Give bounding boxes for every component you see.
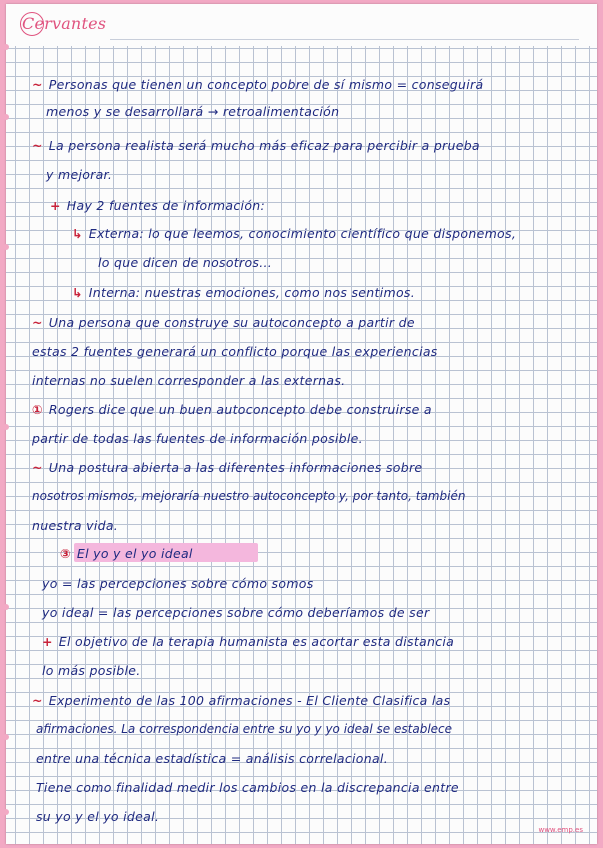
note-line: partir de todas las fuentes de información posible. bbox=[32, 431, 363, 446]
note-line: ~ La persona realista será mucho más eficaz para percibir a prueba bbox=[32, 138, 480, 153]
footer-url: www.emp.es bbox=[538, 826, 583, 834]
note-line: nosotros mismos, mejoraría nuestro autoconcepto y, por tanto, también bbox=[32, 489, 466, 503]
binder-hole-icon bbox=[3, 114, 9, 120]
binder-hole-icon bbox=[3, 734, 9, 740]
brand-logo: Cervantes bbox=[22, 14, 107, 33]
note-line: nuestra vida. bbox=[32, 518, 119, 533]
note-line: internas no suelen corresponder a las externas. bbox=[32, 373, 346, 388]
note-line: lo que dicen de nosotros... bbox=[98, 255, 273, 270]
header-rule bbox=[110, 39, 579, 40]
note-line: ~ Una postura abierta a las diferentes informaciones sobre bbox=[32, 460, 423, 475]
note-line: yo ideal = las percepciones sobre cómo deberíamos de ser bbox=[42, 605, 430, 620]
binder-hole-icon bbox=[3, 424, 9, 430]
note-line: ~ Experimento de las 100 afirmaciones - El Cliente Clasifica las bbox=[32, 693, 451, 708]
note-line: ~ Una persona que construye su autoconcepto a partir de bbox=[32, 315, 415, 330]
note-line: lo más posible. bbox=[42, 663, 141, 678]
note-line: menos y se desarrollará → retroalimentación bbox=[46, 104, 340, 119]
note-line: ~ Personas que tienen un concepto pobre de sí mismo = conseguirá bbox=[32, 77, 484, 92]
note-line: yo = las percepciones sobre cómo somos bbox=[42, 576, 314, 591]
binder-hole-icon bbox=[3, 809, 9, 815]
note-line: ↳ Externa: lo que leemos, conocimiento científico que disponemos, bbox=[72, 226, 517, 241]
note-line: estas 2 fuentes generará un conflicto porque las experiencias bbox=[32, 344, 438, 359]
section-heading: ③ El yo y el yo ideal bbox=[60, 546, 193, 561]
note-line: ① Rogers dice que un buen autoconcepto debe construirse a bbox=[32, 402, 432, 417]
note-line: afirmaciones. La correspondencia entre su yo y yo ideal se establece bbox=[36, 722, 453, 736]
note-line: + Hay 2 fuentes de información: bbox=[50, 198, 265, 213]
binder-hole-icon bbox=[3, 44, 9, 50]
binder-hole-icon bbox=[3, 604, 9, 610]
page-header bbox=[6, 4, 597, 46]
note-line: Tiene como finalidad medir los cambios en la discrepancia entre bbox=[36, 780, 459, 795]
note-line: ↳ Interna: nuestras emociones, como nos sentimos. bbox=[72, 285, 415, 300]
binder-hole-icon bbox=[3, 244, 9, 250]
note-line: entre una técnica estadística = análisis correlacional. bbox=[36, 751, 388, 766]
note-line: y mejorar. bbox=[46, 167, 113, 182]
notebook-page bbox=[6, 4, 597, 844]
note-line: + El objetivo de la terapia humanista es acortar esta distancia bbox=[42, 634, 455, 649]
note-line: su yo y el yo ideal. bbox=[36, 809, 160, 824]
